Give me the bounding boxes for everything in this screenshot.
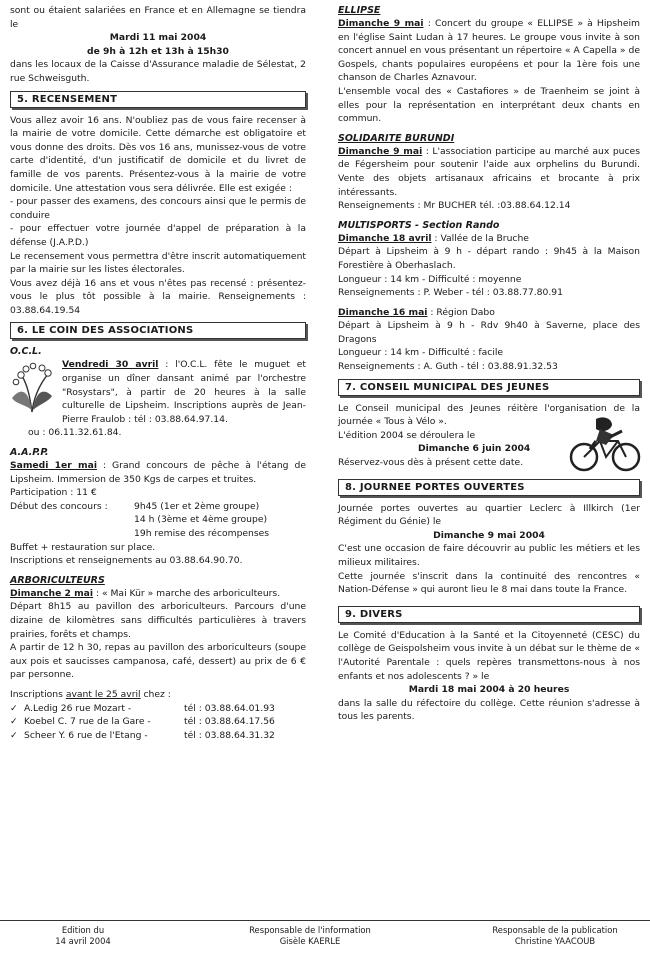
arbo-p1-body: : « Mai Kür » marche des arboriculteurs. (93, 587, 281, 599)
aapp-date: Samedi 1er mai (10, 460, 97, 472)
aapp-participation: Participation : 11 € (10, 487, 97, 499)
ellipse-p1 (338, 17, 640, 85)
cyclist-icon (566, 411, 644, 473)
ellipse-p2: L'ensemble vocal des « Castafiores » de Traenheim se joint à elles pour la représentation en interprétant deux chants en commun. (338, 85, 640, 125)
multi1-title (338, 232, 640, 246)
burundi-p2: Renseignements : Mr BUCHER tél. :03.88.64.12.14 (338, 200, 571, 212)
contact-tel: tél : 03.88.64.17.56 (184, 716, 275, 728)
multi1-date: Dimanche 18 avril (338, 232, 432, 244)
intro-text: sont ou étaient salariées en France et en Allemagne se tiendra le (10, 5, 306, 30)
multi2-p3: Renseignements : A. Guth - tél : 03.88.91.32.53 (338, 361, 558, 373)
multi2-title (338, 306, 640, 320)
contact-row (10, 729, 306, 743)
arbo-insc-post: chez : (140, 688, 171, 700)
multisports-heading: MULTISPORTS - Section Rando (338, 219, 500, 231)
burundi-p1 (338, 145, 640, 199)
divers-date: Mardi 18 mai 2004 à 20 heures (408, 684, 570, 696)
multi2-p1: Départ à Lipsheim à 9 h - Rdv 9h40 à Saverne, place des Dragons (338, 320, 640, 345)
footer-edition-label: Edition du (61, 925, 105, 935)
aapp-debut-3: 19h remise des récompenses (134, 528, 270, 539)
aapp-debut-1: 9h45 (1er et 2ème groupe) (134, 500, 260, 512)
aapp-schedule-row (10, 500, 306, 514)
contact-name: Scheer Y. 6 rue de l'Etang - (24, 729, 148, 741)
ocl-heading: O.C.L. (10, 346, 42, 358)
conseil-date: Dimanche 6 juin 2004 (418, 443, 531, 455)
portes-p2: C'est une occasion de faire découvrir au public les métiers et les milieux militaires. (338, 543, 640, 568)
ocl-phone2: ou : 06.11.32.61.84. (28, 427, 122, 439)
aapp-body: : Grand concours de pêche à l'étang de Lipsheim. Immersion de 350 Kgs de carpes et truites. (10, 460, 306, 485)
ocl-body: : l'O.C.L. fête le muguet et organise un dîner dansant animé par l'orchestre "Rosystars", à partir de 20 heures à la salle culturelle de Lipsheim. Inscriptions auprès de Jean-Pierre Fraulob : tél : 03.88.64.97.14. (62, 359, 306, 425)
arbo-insc-pre: Inscriptions (10, 688, 66, 700)
burundi-heading: SOLIDARITE BURUNDI (338, 132, 455, 144)
footer-edition-date: 14 avril 2004 (55, 936, 111, 946)
contact-row (10, 715, 306, 729)
section-portes-ouvertes-header: 8. JOURNEE PORTES OUVERTES (338, 479, 640, 496)
arbo-inscriptions (10, 688, 306, 702)
portes-date: Dimanche 9 mai 2004 (433, 529, 545, 541)
checkmark-icon: ✓ (10, 729, 18, 741)
conseil-p1: Le Conseil municipal des Jeunes réitère l'organisation de la journée « Tous à Vélo ». (338, 402, 640, 428)
section-recensement-header: 5. RECENSEMENT (10, 91, 306, 108)
conseil-p3: Réservez-vous dès à présent cette date. (338, 457, 524, 469)
intro-hours: de 9h à 12h et 13h à 15h30 (87, 45, 229, 57)
multi2-date: Dimanche 16 mai (338, 306, 428, 318)
footer-info-label: Responsable de l'information (249, 925, 371, 935)
multi1-p3: Renseignements : P. Weber - tél : 03.88.77.80.91 (338, 287, 563, 299)
recensement-p2: - pour passer des examens, des concours ainsi que le permis de conduire (10, 196, 306, 221)
footer-info-responsible (220, 925, 400, 947)
recensement-p4: Le recensement vous permettra d'être inscrit automatiquement par la mairie sur les listes électorales. (10, 250, 306, 276)
contact-name: A.Ledig 26 rue Mozart - (24, 702, 132, 714)
aapp-buffet: Buffet + restauration sur place. (10, 541, 156, 553)
section-divers-header: 9. DIVERS (338, 606, 640, 623)
footer (0, 920, 650, 955)
multi2-destination: : Région Dabo (427, 306, 495, 318)
divers-p1: Le Comité d'Education à la Santé et la Citoyenneté (CESC) du collège de Geispolsheim vous invite à un débat sur le thème de « l'Autorité Parentale : quels repères transmettons-nous à nos enfants et nos adolescents ? » le (338, 629, 640, 682)
arbo-date: Dimanche 2 mai (10, 587, 94, 599)
intro-place: dans les locaux de la Caisse d'Assurance maladie de Sélestat, 2 rue Schweisguth. (10, 59, 306, 84)
ellipse-date: Dimanche 9 mai (338, 18, 424, 29)
multi2-p2: Longueur : 14 km - Difficulté : facile (338, 347, 504, 359)
aapp-inscriptions: Inscriptions et renseignements au 03.88.64.90.70. (10, 555, 243, 567)
section-associations-header: 6. LE COIN DES ASSOCIATIONS (10, 322, 306, 339)
ocl-date: Vendredi 30 avril (62, 359, 159, 371)
footer-edition (28, 925, 138, 947)
multi1-p2: Longueur : 14 km - Difficulté : moyenne (338, 273, 522, 285)
footer-pub-label: Responsable de la publication (492, 925, 618, 935)
contact-name: Koebel C. 7 rue de la Gare - (24, 716, 151, 728)
multi1-destination: : Vallée de la Bruche (431, 232, 529, 244)
recensement-p5: Vous avez déjà 16 ans et vous n'êtes pas recensé : présentez-vous le plus tôt possible à la mairie. Renseignements : 03.88.64.19.54 (10, 277, 306, 316)
lily-of-the-valley-icon (6, 358, 58, 414)
ellipse-heading: ELLIPSE (338, 5, 381, 16)
ocl-text (10, 358, 306, 426)
multi1-p1: Départ à Lipsheim à 9 h - départ rando : 9h45 à la Maison Forestière à Oberhaslach. (338, 246, 640, 271)
section-conseil-jeunes-header: 7. CONSEIL MUNICIPAL DES JEUNES (338, 379, 640, 396)
aapp-debut-2: 14 h (3ème et 4ème groupe) (134, 514, 268, 526)
contact-tel: tél : 03.88.64.31.32 (184, 729, 275, 741)
checkmark-icon: ✓ (10, 716, 18, 728)
portes-p1: Journée portes ouvertes au quartier Leclerc à Illkirch (1er Régiment du Génie) le (338, 502, 640, 528)
checkmark-icon: ✓ (10, 702, 18, 714)
intro-date: Mardi 11 mai 2004 (109, 32, 207, 44)
portes-p3: Cette journée s'inscrit dans la continuité des rencontres « Nation-Défense » qui auront lieu le 8 mai dans toute la France. (338, 570, 640, 596)
conseil-p2: L'édition 2004 se déroulera le (338, 429, 476, 441)
footer-info-name: Gisèle KAERLE (279, 936, 341, 946)
arbo-p3: A partir de 12 h 30, repas au pavillon des arboriculteurs (soupe aux pois et saucisses campanosa, café, dessert) au prix de 6 € par personne. (10, 642, 306, 681)
recensement-p1: Vous allez avoir 16 ans. N'oubliez pas de vous faire recenser à la mairie de votre domicile. Cette démarche est obligatoire et vous donne des droits. Dès vos 16 ans, munissez-vous de votre carte d'identité, d'un justificatif de domicile et du livret de famille de vos parents. Présentez-vous à la mairie de votre domicile. Une attestation vous sera délivrée. Elle est exigée : (10, 114, 306, 194)
footer-pub-name: Christine YAACOUB (514, 936, 596, 946)
aapp-debut-label: Début des concours : (10, 500, 108, 512)
burundi-date: Dimanche 9 mai (338, 145, 423, 157)
burundi-p1-body: : L'association participe au marché aux puces de Fégersheim pour soutenir l'aide aux orphelins du Burundi. Vente des objets artisanaux africains et brocante à prix intéressants. (338, 145, 640, 198)
ellipse-p1-body: : Concert du groupe « ELLIPSE » à Hipsheim en l'église Saint Ludan à 17 heures. Le groupe vous invite à son concert annuel en vous présentant un répertoire « A Capella » de Gospels, chants populaires européens et pour la 1ère fois une chanson de Charles Aznavour. (338, 18, 640, 84)
footer-publication-responsible (470, 925, 640, 947)
arbo-heading: ARBORICULTEURS (10, 574, 105, 586)
aapp-text (10, 459, 306, 486)
recensement-p3: - pour effectuer votre journée d'appel de préparation à la défense (J.A.P.D.) (10, 223, 306, 248)
left-column (10, 4, 306, 742)
contact-tel: tél : 03.88.64.01.93 (184, 702, 275, 714)
divers-p2: dans la salle du réfectoire du collège. Cette réunion s'adresse à tous les parents. (338, 697, 640, 723)
aapp-heading: A.A.P.P. (10, 447, 49, 459)
arbo-insc-deadline: avant le 25 avril (65, 688, 141, 700)
arbo-p2: Départ 8h15 au pavillon des arboriculteurs. Parcours d'une dizaine de kilomètres sans difficultés particulières à travers prairies, forêts et champs. (10, 601, 306, 640)
contact-row (10, 702, 306, 716)
arbo-p1 (10, 587, 306, 601)
right-column (338, 4, 640, 724)
